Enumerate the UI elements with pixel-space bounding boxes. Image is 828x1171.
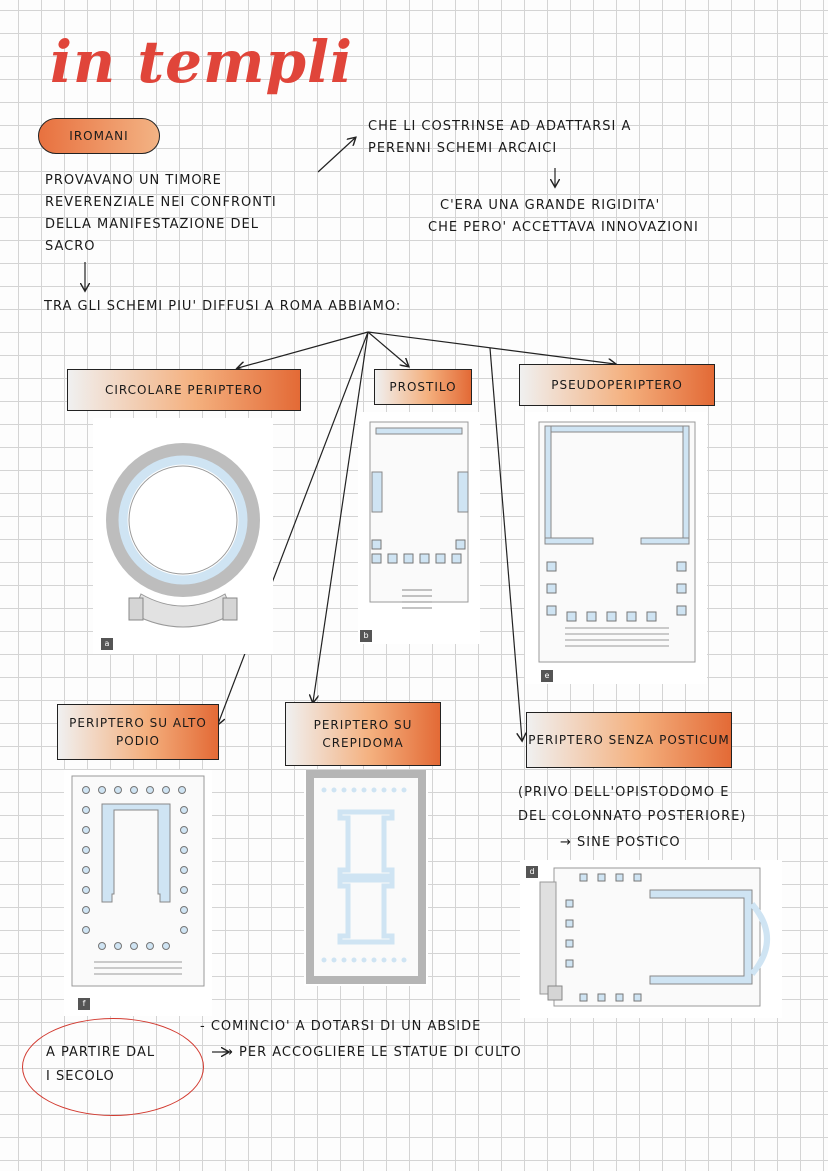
label-senza-posticum bbox=[526, 712, 732, 768]
prostilo-plan-drawing bbox=[358, 412, 480, 644]
arrow-to-senza-posticum bbox=[490, 348, 522, 740]
badge-a: a bbox=[101, 638, 113, 650]
left-note-line-4: SACRO bbox=[45, 239, 96, 254]
century-label-1: A PARTIRE DAL bbox=[46, 1045, 156, 1060]
badge-d: d bbox=[526, 866, 538, 878]
right-note-bottom-1: C'ERA UNA GRANDE RIGIDITA' bbox=[440, 198, 661, 213]
right-note-top-1: CHE LI COSTRINSE AD ADATTARSI A bbox=[368, 119, 632, 134]
label-pseudoperiptero bbox=[519, 364, 715, 406]
posticum-note-3: → SINE POSTICO bbox=[560, 835, 681, 850]
century-note-1: - COMINCIO' A DOTARSI DI UN ABSIDE bbox=[200, 1019, 482, 1034]
schemes-intro: TRA GLI SCHEMI PIU' DIFFUSI A ROMA ABBIAMO: bbox=[44, 299, 402, 314]
label-circolare-periptero bbox=[67, 369, 301, 411]
plan-circolare bbox=[93, 418, 273, 654]
plan-pseudoperiptero bbox=[525, 412, 707, 684]
badge-e: e bbox=[541, 670, 553, 682]
label-pseudoperiptero-text: PSEUDOPERIPTERO bbox=[551, 378, 683, 392]
badge-f: f bbox=[78, 998, 90, 1010]
plan-crepidoma bbox=[304, 770, 428, 986]
plan-prostilo bbox=[358, 412, 480, 644]
badge-b: b bbox=[360, 630, 372, 642]
right-note-bottom-2: CHE PERO' ACCETTAVA INNOVAZIONI bbox=[428, 220, 699, 235]
label-alto-podio-text: PERIPTERO SU ALTO PODIO bbox=[69, 716, 207, 748]
left-note-line-1: PROVAVANO UN TIMORE bbox=[45, 173, 222, 188]
label-crepidoma bbox=[285, 702, 441, 766]
arrow-to-prostilo bbox=[368, 332, 408, 366]
circular-plan-drawing bbox=[93, 418, 273, 654]
romani-label-text: IROMANI bbox=[69, 129, 129, 143]
page-title: in templi bbox=[50, 28, 354, 96]
right-note-top-2: PERENNI SCHEMI ARCAICI bbox=[368, 141, 558, 156]
label-crepidoma-text: PERIPTERO SU CREPIDOMA bbox=[313, 718, 413, 750]
label-circolare-text: CIRCOLARE PERIPTERO bbox=[104, 383, 263, 397]
left-note-line-2: REVERENZIALE NEI CONFRONTI bbox=[45, 195, 277, 210]
arrow-to-circolare bbox=[238, 332, 368, 368]
alto-podio-plan-drawing bbox=[64, 770, 212, 1016]
left-note-line-3: DELLA MANIFESTAZIONE DEL bbox=[45, 217, 259, 232]
label-alto-podio bbox=[57, 704, 219, 760]
senza-posticum-plan-drawing bbox=[520, 860, 782, 1018]
label-prostilo-text: PROSTILO bbox=[389, 380, 457, 394]
label-prostilo bbox=[374, 369, 472, 405]
crepidoma-plan-drawing bbox=[304, 770, 428, 986]
posticum-note-2: DEL COLONNATO POSTERIORE) bbox=[518, 809, 747, 824]
plan-alto-podio bbox=[64, 770, 212, 1016]
arrow-to-right-note bbox=[318, 138, 355, 172]
plan-senza-posticum bbox=[520, 860, 782, 1018]
century-note-2: → PER ACCOGLIERE LE STATUE DI CULTO bbox=[222, 1045, 522, 1060]
posticum-note-1: (PRIVO DELL'OPISTODOMO E bbox=[518, 785, 730, 800]
century-label-2: I SECOLO bbox=[46, 1069, 115, 1084]
label-senza-posticum-text: PERIPTERO SENZA POSTICUM bbox=[528, 733, 730, 747]
pseudoperiptero-plan-drawing bbox=[525, 412, 707, 684]
